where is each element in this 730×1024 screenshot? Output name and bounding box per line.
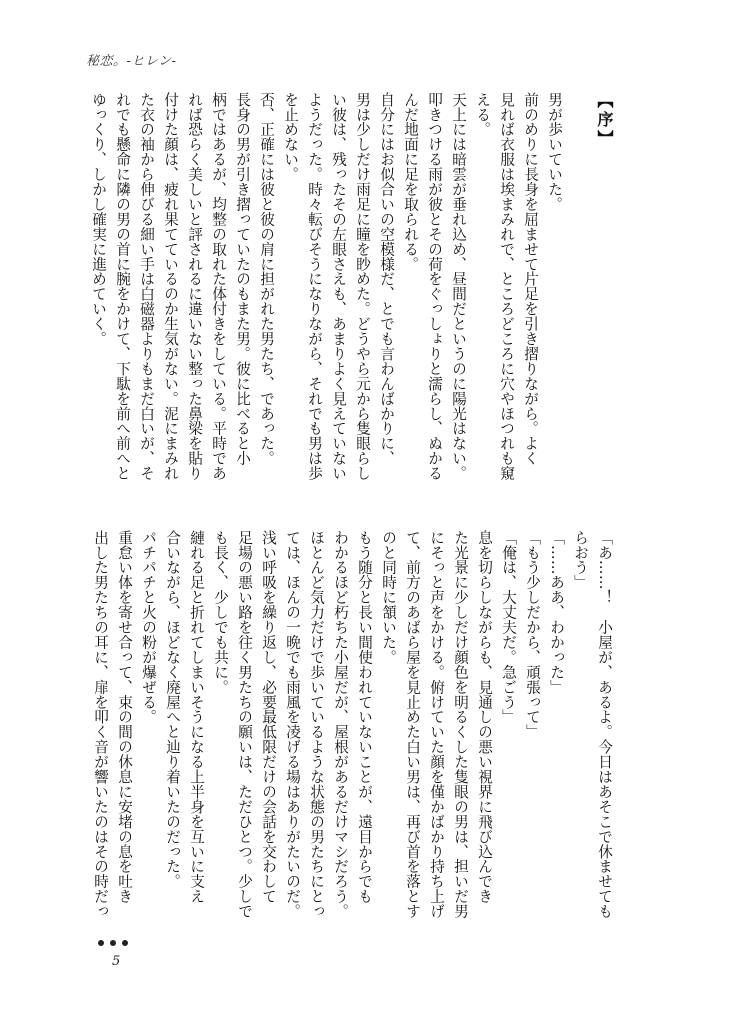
text-line: にそっと声をかける。俯けていた顔を僅かばかり持ち上げ xyxy=(428,530,445,919)
text-line: もう随分と長い間使われていないことが、遠目からでも xyxy=(356,530,373,904)
running-head: 秘恋。-ヒレン- xyxy=(86,54,177,69)
dot-ornament xyxy=(98,940,104,946)
text-line: ようだった。時々転びそうになりながら、それでも男は歩 xyxy=(306,92,323,481)
page-number: 5 xyxy=(112,954,121,969)
text-line: た衣の袖から伸びる細い手は白磁器よりもまだ白いが、そ xyxy=(138,92,155,481)
text-line: 「俺は、大丈夫だ。急ごう」 xyxy=(500,530,517,725)
text-line: 長身の男が引き摺っていたのもまた男。彼に比べると小 xyxy=(234,92,251,466)
ornament-dots xyxy=(98,940,128,946)
text-line: 浅い呼吸を繰り返し、必要最低限だけの会話を交わして xyxy=(260,530,277,904)
text-line: ては、ほんの一晩でも雨風を凌げる場はありがたいのだ。 xyxy=(284,530,301,919)
top-text-block xyxy=(90,92,616,504)
text-line: パチパチと火の粉が爆ぜる。 xyxy=(140,530,157,725)
section-heading: 【序】 xyxy=(595,92,614,149)
text-line: 男が歩いていた。 xyxy=(546,92,563,212)
text-line: 出した男たちの耳に、扉を叩く音が響いたのはその時だっ xyxy=(92,530,109,919)
text-line: 合いながら、ほどなく廃屋へと辿り着いたのだった。 xyxy=(164,530,181,889)
text-line: 「あ……！ 小屋が、あるよ。今日はあそこで休ませても xyxy=(596,530,613,919)
text-line: れでも懸命に隣の男の首に腕をかけて、下駄を前へ前へと xyxy=(114,92,131,481)
text-line: 縺れる足と折れてしまいそうになる上半身を互いに支え xyxy=(188,530,205,904)
text-line: 天上には暗雲が垂れ込め、昼間だというのに陽光はない。 xyxy=(450,92,467,481)
text-line: 重怠い体を寄せ合って、束の間の休息に安堵の息を吐き xyxy=(116,530,133,904)
text-line: 否、正確には彼と彼の肩に担がれた男たち、であった。 xyxy=(258,92,275,466)
text-line: て、前方のあばら屋を見止めた白い男は、再び首を落とす xyxy=(404,530,421,919)
text-line: い彼は、残ったその左眼さえも、あまりよく見えていない xyxy=(330,92,347,481)
text-line: 叩きつける雨が彼とその荷をぐっしょりと濡らし、ぬかる xyxy=(426,92,443,481)
dot-ornament xyxy=(110,940,116,946)
text-line: ゆっくり、しかし確実に進めていく。 xyxy=(90,92,107,347)
text-line: んだ地面に足を取られる。 xyxy=(402,92,419,272)
bottom-text-block xyxy=(92,530,616,928)
text-line: 息を切らしながらも、見通しの悪い視界に飛び込んでき xyxy=(476,530,493,904)
text-line: た光景に少しだけ顔色を明るくした隻眼の男は、担いだ男 xyxy=(452,530,469,919)
text-line: 前のめりに長身を屈ませて片足を引き摺りながら。よく xyxy=(522,92,539,466)
text-line: ほとんど気力だけで歩いているような状態の男たちにとっ xyxy=(308,530,325,919)
text-line: も長く、少しでも共に。 xyxy=(212,530,229,695)
text-line: える。 xyxy=(474,92,491,137)
text-line: 柄ではあるが、均整の取れた体付きをしている。平時であ xyxy=(210,92,227,481)
text-line: 男は少しだけ雨足に瞳を眇めた。どうやら元から隻眼らし xyxy=(354,92,371,481)
text-line: わかるほど朽ちた小屋だが、屋根があるだけマシだろう。 xyxy=(332,530,349,919)
text-line: れば恐らく美しいと評されるに違いない整った鼻梁を貼り xyxy=(186,92,203,481)
text-line: 見れば衣服は埃まみれで、ところどころに穴やほつれも窺 xyxy=(498,92,515,481)
text-line: 付けた顔は、疲れ果てているのか生気がない。泥にまみれ xyxy=(162,92,179,481)
text-line: を止めない。 xyxy=(282,92,299,182)
text-line: 足場の悪い路を往く男たちの願いは、ただひとつ。少しで xyxy=(236,530,253,919)
text-line: 「もう少しだから、頑張って」 xyxy=(524,530,541,740)
text-line: 自分にはお似合いの空模様だ、とでも言わんばかりに、 xyxy=(378,92,395,466)
text-line: のと同時に頷いた。 xyxy=(380,530,397,665)
text-line: らおう」 xyxy=(572,530,589,590)
dot-ornament xyxy=(122,940,128,946)
text-line: 「……ああ、わかった」 xyxy=(548,530,565,695)
